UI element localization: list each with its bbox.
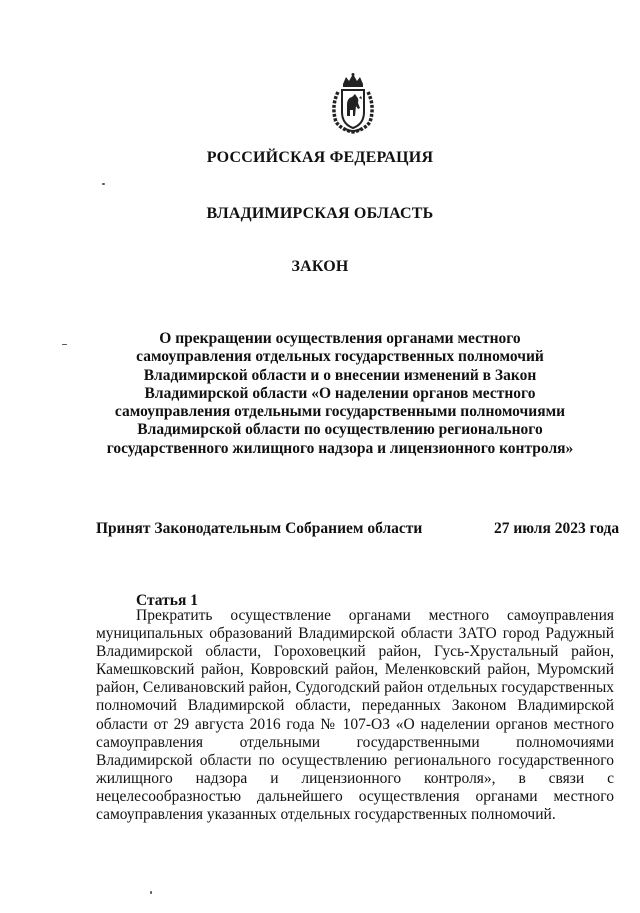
article-text: Прекратить осуществление органами местного самоуправления муниципальных образований Владимирской области ЗАТО город Радужный Владимирской области, Гороховецкий район, Гусь-Хрустальный район, Камешковский район, Ковровский район, Меленковский район, Муромский район, Селивановский район, Судогодский район отдельных государственных полномочий Владимирской области, переданных Законом Владимирской области от 29 августа 2016 года № 107-ОЗ «О наделении органов местного самоуправления отдельными государственными полномочиями Владимирской области по осуществлению регионального государственного жилищного надзора и лицензионного контроля», в связи с нецелесообразностью дальнейшего осуществления органами местного самоуправления указанных отдельных государственных полномочий. (96, 607, 614, 824)
coat-of-arms-icon (328, 72, 378, 134)
adoption-date: 27 июля 2023 года (494, 520, 620, 537)
article-heading: Статья 1 (136, 592, 198, 609)
scan-speck (102, 183, 105, 185)
country-name: РОССИЙСКАЯ ФЕДЕРАЦИЯ (206, 149, 434, 166)
region-name: ВЛАДИМИРСКАЯ ОБЛАСТЬ (206, 205, 434, 222)
scan-speck (150, 891, 152, 894)
document-type: ЗАКОН (291, 258, 349, 275)
scan-speck (62, 344, 67, 345)
law-title: О прекращении осуществления органами местного самоуправления отдельных государственных полномочий Владимирской области и о внесении изменений в Закон Владимирской области «О наделении органов местного самоуправления отдельными государственными полномочиями Владимирской области по осуществлению регионального государственного жилищного надзора и лицензионного контроля» (106, 330, 574, 457)
adoption-body: Принят Законодательным Собранием области (96, 520, 423, 537)
